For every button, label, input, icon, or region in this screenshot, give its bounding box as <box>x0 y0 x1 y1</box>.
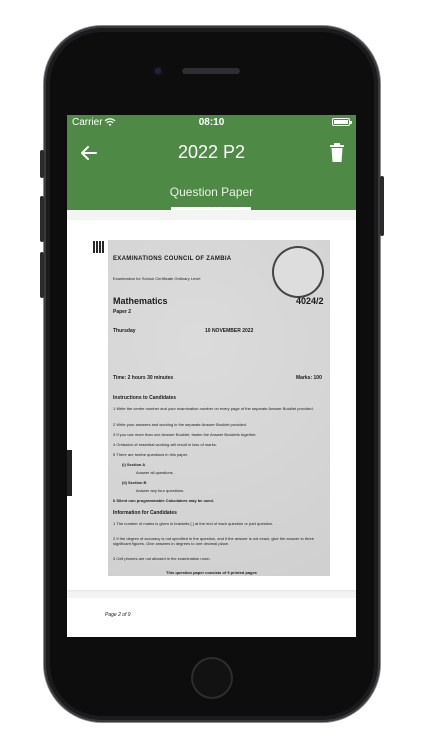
instruction-item: 2 Write your answers and working in the separate Answer Booklet provided. <box>113 422 247 427</box>
info-heading: Information for Candidates <box>113 510 177 516</box>
next-page-preview <box>67 598 356 637</box>
section-a-label: (i) Section A <box>122 462 146 467</box>
subject-title: Mathematics <box>113 296 168 306</box>
scanned-exam-page <box>108 240 330 576</box>
page-count-note: This question paper consists of 9 printed pages <box>166 570 257 575</box>
tab-question-paper[interactable]: Question Paper <box>169 185 254 199</box>
section-b-note: Answer any four questions. <box>136 488 185 493</box>
exam-date: 10 NOVEMBER 2022 <box>205 328 254 334</box>
instruction-item: 5 There are twelve questions in this paper. <box>113 452 189 457</box>
page-number-label: Page 2 of 9 <box>105 612 131 618</box>
barcode-strip <box>67 450 72 496</box>
paper-number: Paper 2 <box>113 309 132 315</box>
battery-icon <box>332 118 350 126</box>
document-viewer[interactable] <box>67 210 356 637</box>
qr-code-icon <box>93 241 105 253</box>
trash-icon[interactable] <box>329 143 345 163</box>
instructions-heading: Instructions to Candidates <box>113 395 177 401</box>
app-header <box>67 115 356 210</box>
exam-duration: Time: 2 hours 30 minutes <box>113 375 174 381</box>
home-button[interactable] <box>191 657 233 699</box>
exam-day: Thursday <box>113 328 136 334</box>
document-page <box>67 220 356 590</box>
zambia-coat-of-arms-icon <box>272 246 324 298</box>
status-time: 08:10 <box>198 117 225 128</box>
section-b-label: (ii) Section B <box>122 480 147 485</box>
status-bar <box>67 115 356 130</box>
carrier-label: Carrier <box>72 117 103 128</box>
exam-marks: Marks: 100 <box>296 375 322 381</box>
power-button <box>380 176 384 236</box>
earpiece-speaker <box>182 68 240 74</box>
exam-level: Examination for School Certificate Ordinary Level <box>113 276 201 281</box>
instruction-item: 6 Silent non programmable Calculators may be used. <box>113 498 214 503</box>
council-name: EXAMINATIONS COUNCIL OF ZAMBIA <box>113 256 232 262</box>
instruction-item: 1 Write the centre number and your examination number on every page of the separate Answer Booklet provided. <box>113 406 314 411</box>
info-item: 2 If the degree of accuracy is not specified in the question, and if the answer is not exact, give the answer to three significant figures. Give answers in degrees to one decimal place. <box>113 536 315 546</box>
info-item: 1 The number of marks is given in brackets [ ] at the end of each question or part question. <box>113 521 274 526</box>
front-camera <box>153 66 163 76</box>
section-a-note: Answer all questions. <box>136 470 174 475</box>
instruction-item: 3 If you use more than one Answer Booklet, fasten the Answer Booklets together. <box>113 432 257 437</box>
info-item: 3 Cell phones are not allowed in the examination room. <box>113 556 211 561</box>
instruction-item: 4 Omission of essential working will result in loss of marks. <box>113 442 217 447</box>
page-title: 2022 P2 <box>177 142 246 162</box>
app-screen <box>67 115 356 637</box>
mute-switch <box>40 150 44 178</box>
volume-up-button <box>40 196 44 242</box>
volume-down-button <box>40 252 44 298</box>
paper-code: 4024/2 <box>296 296 324 306</box>
